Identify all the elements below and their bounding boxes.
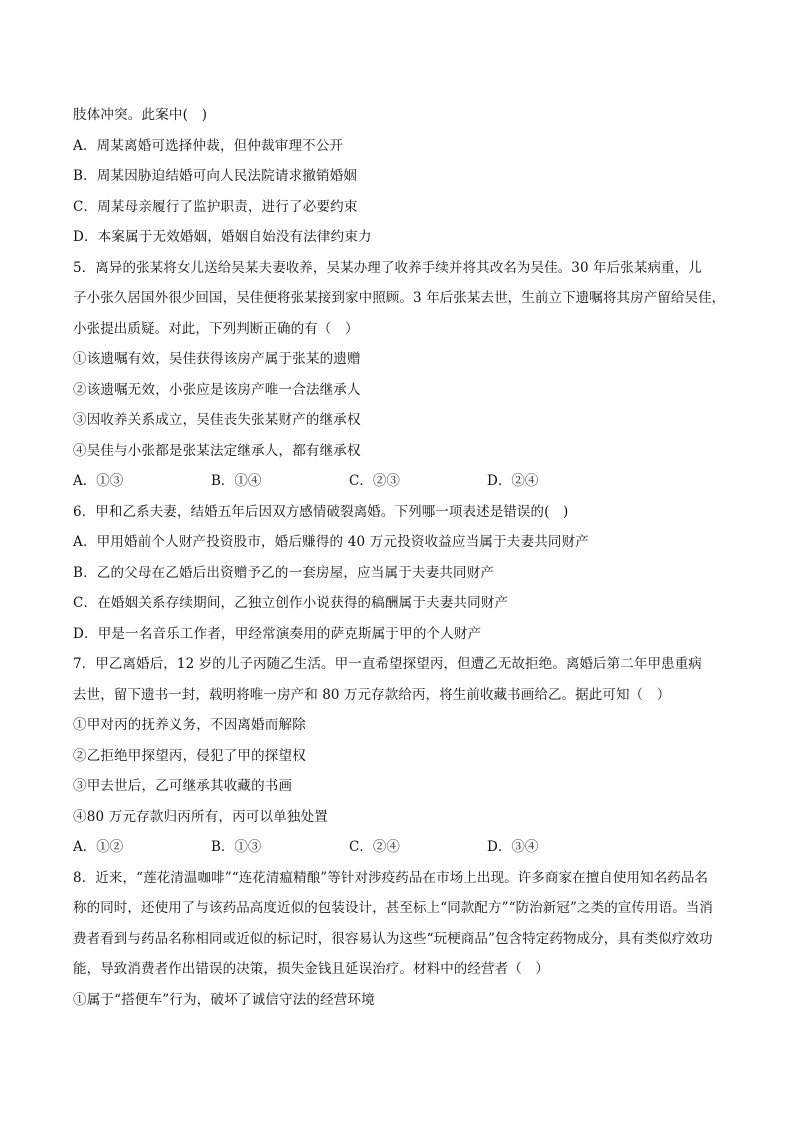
question-8-stem-line: 费者看到与药品名称相同或近似的标记时，很容易认为这些“玩梗商品”包含特定药物成分，具有类似疗效功 <box>73 930 713 947</box>
option-a: A．周某离婚可选择仲裁，但仲裁审理不公开 <box>73 137 344 154</box>
choice-a: A．①② <box>73 839 124 855</box>
question-7-stem-line: 7．甲乙离婚后，12 岁的儿子丙随乙生活。甲一直希望探望丙，但遭乙无故拒绝。离婚后第二年甲患重病 <box>73 656 702 672</box>
question-7-stem-line: 去世，留下遗书一封，载明将唯一房产和 80 万元存款给丙，将生前收藏书画给乙。据此可知（ ） <box>73 686 671 703</box>
option-d: D．本案属于无效婚姻，婚姻自始没有法律约束力 <box>73 229 372 245</box>
question-7-statement: ④80 万元存款归丙所有，丙可以单独处置 <box>73 808 328 825</box>
choice-b: B．①④ <box>211 473 262 489</box>
option-c: C．周某母亲履行了监护职责，进行了必要约束 <box>73 198 358 215</box>
question-5-statement: ①该遗嘱有效，吴佳获得该房产属于张某的遗赠 <box>73 351 361 367</box>
question-5-choices <box>73 466 723 497</box>
option-b: B．周某因胁迫结婚可向人民法院请求撤销婚姻 <box>73 168 358 184</box>
question-5-stem-line: 5．离异的张某将女儿送给吴某夫妻收养，吴某办理了收养手续并将其改名为吴佳。30 年后张某病重，儿 <box>73 259 702 276</box>
question-continued-stem: 肢体冲突。此案中( ) <box>73 107 208 123</box>
page-content <box>73 100 726 1015</box>
question-5-statement: ③因收养关系成立，吴佳丧失张某财产的继承权 <box>73 412 361 428</box>
question-6-option: C．在婚姻关系存续期间，乙独立创作小说获得的稿酬属于夫妻共同财产 <box>73 595 509 611</box>
choice-d: D．②④ <box>487 473 539 489</box>
question-5-stem-line: 子小张久居国外很少回国，吴佳便将张某接到家中照顾。3 年后张某去世，生前立下遗嘱将其房产留给吴佳， <box>73 290 726 306</box>
choice-a: A．①③ <box>73 473 124 489</box>
question-8-stem-line: 8．近来，“莲花清温咖啡”“连花清瘟精酿”等针对涉疫药品在市场上出现。许多商家在擅自使用知名药品名 <box>73 869 709 886</box>
question-5-statement: ④吴佳与小张都是张某法定继承人，都有继承权 <box>73 442 361 459</box>
question-7-statement: ①甲对丙的抚养义务，不因离婚而解除 <box>73 717 306 733</box>
question-5-stem-line: 小张提出质疑。对此，下列判断正确的有（ ） <box>73 320 359 337</box>
question-6-option: D．甲是一名音乐工作者，甲经常演奏用的萨克斯属于甲的个人财产 <box>73 625 482 642</box>
question-6-option: B．乙的父母在乙婚后出资赠予乙的一套房屋，应当属于夫妻共同财产 <box>73 564 495 581</box>
question-7-statement: ③甲去世后，乙可继承其收藏的书画 <box>73 778 293 794</box>
question-6-option: A．甲用婚前个人财产投资股市，婚后赚得的 40 万元投资收益应当属于夫妻共同财产 <box>73 534 590 550</box>
question-8-statement: ①属于“搭便车”行为，破坏了诚信守法的经营环境 <box>73 991 375 1008</box>
question-7-statement: ②乙拒绝甲探望丙，侵犯了甲的探望权 <box>73 747 306 764</box>
choice-c: C．②③ <box>349 473 400 489</box>
choice-c: C．②④ <box>349 839 400 855</box>
choice-d: D．③④ <box>487 839 539 855</box>
question-8-stem-line: 称的同时，还使用了与该药品高度近似的包装设计，甚至标上“同款配方”“防治新冠”之类的宣传用语。当消 <box>73 900 714 916</box>
question-7-choices <box>73 832 723 863</box>
question-6-stem-line: 6．甲和乙系夫妻，结婚五年后因双方感情破裂离婚。下列哪一项表述是错误的( ) <box>73 503 569 520</box>
question-5-statement: ②该遗嘱无效，小张应是该房产唯一合法继承人 <box>73 381 361 398</box>
choice-b: B．①③ <box>211 839 262 855</box>
question-8-stem-line: 能，导致消费者作出错误的决策，损失金钱且延误治疗。材料中的经营者（ ） <box>73 961 549 977</box>
